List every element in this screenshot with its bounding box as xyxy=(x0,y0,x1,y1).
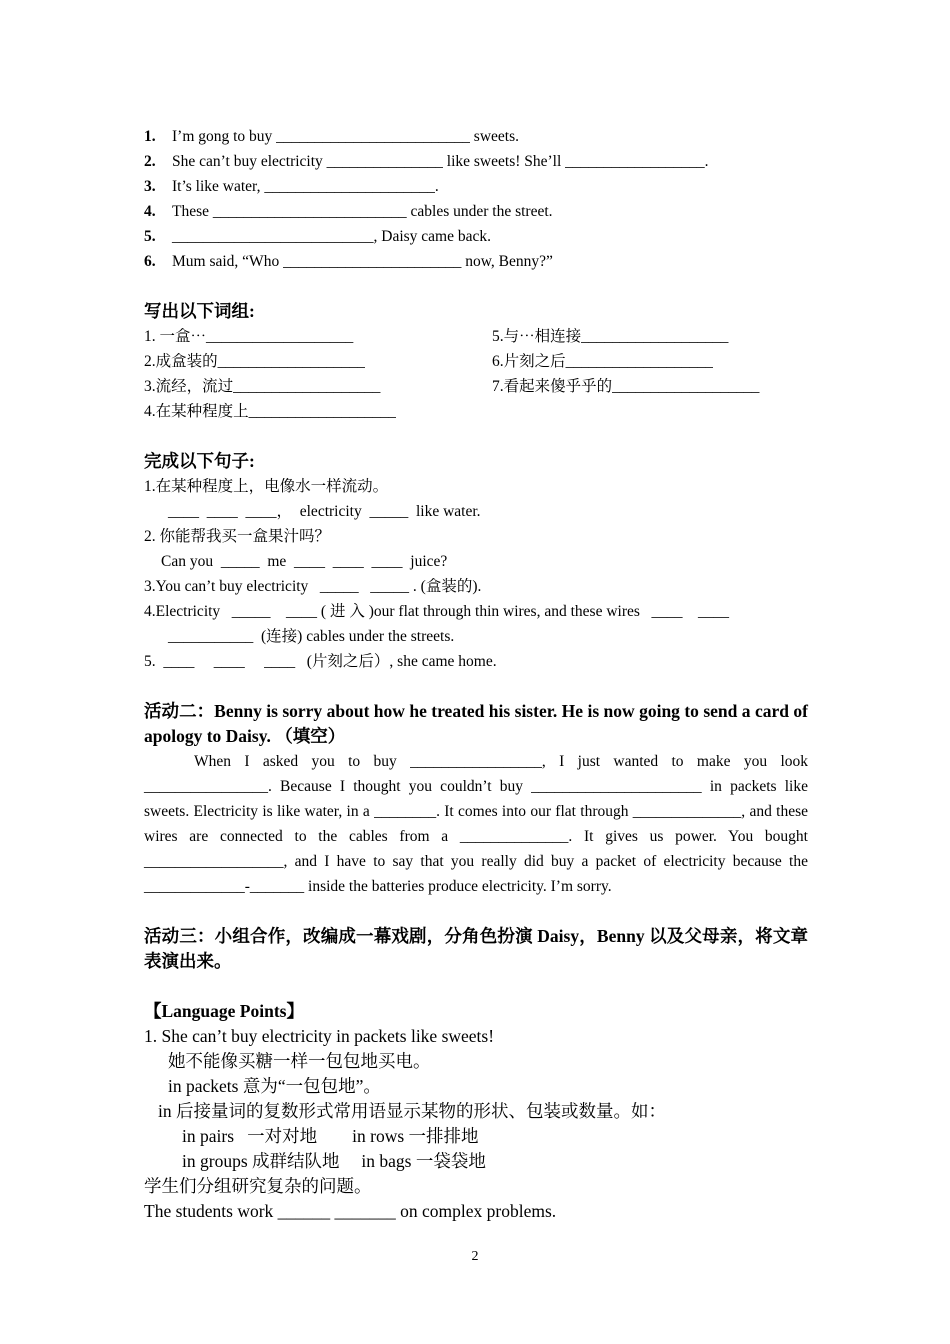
item-text: I’m gong to buy _________________________ sweets. xyxy=(172,128,520,145)
fill-in-item xyxy=(144,224,808,249)
point-explanation: in 后接量词的复数形式常用语显示某物的形状、包装或数量。如： xyxy=(158,1101,666,1121)
item-number: 4. xyxy=(144,203,156,220)
point-example: in pairs 一对对地 in rows 一排排地 xyxy=(182,1126,479,1146)
page-content xyxy=(144,124,808,1224)
item-number: 3. xyxy=(144,178,156,195)
item-number: 1. xyxy=(144,128,156,145)
phrase-row xyxy=(144,349,808,374)
phrase-row xyxy=(144,324,808,349)
fill-in-item xyxy=(144,199,808,224)
item-number: 2. xyxy=(144,153,156,170)
activity3-heading: 活动三：小组合作，改编成一幕戏剧，分角色扮演 Daisy，Benny 以及父母亲，将文章表演出来。 xyxy=(144,926,808,971)
phrase-row xyxy=(144,399,808,424)
fill-in-list xyxy=(144,124,808,274)
sentence-line: ____ ____ ____， electricity _____ like water. xyxy=(168,503,481,520)
apology-card-paragraph: When I asked you to buy _________________, I just wanted to make you look ________________. Because I thought you couldn’t buy ______________________ in packets like sweets. Electricity is like water, in a ________. It comes into our flat through ______________, and these wires are connected to the cables from a ______________. It gives us power. You bought __________________, and I have to say that you really did buy a packet of electricity because the _____________-_______ inside the batteries produce electricity. I’m sorry. xyxy=(144,753,808,895)
fill-in-item xyxy=(144,124,808,149)
phrases-grid xyxy=(144,324,808,424)
item-text: She can’t buy electricity _______________ like sweets! She’ll __________________. xyxy=(172,153,709,170)
sentence-line: 4.Electricity _____ ____ ( 进 入 )our flat through thin wires, and these wires ____ ____ xyxy=(144,603,730,620)
language-points xyxy=(144,999,808,1224)
item-text: It’s like water, ______________________. xyxy=(172,178,439,195)
sentence-line: 5. ____ ____ ____ (片刻之后）, she came home. xyxy=(144,653,497,670)
phrase-item: 3.流经，流过___________________ xyxy=(144,378,381,395)
phrase-item: 1. 一盒⋯___________________ xyxy=(144,328,354,345)
fill-in-item xyxy=(144,174,808,199)
point-meaning: in packets 意为“一包包地”。 xyxy=(168,1076,381,1096)
fill-in-item xyxy=(144,149,808,174)
phrase-item: 6.片刻之后___________________ xyxy=(492,353,713,370)
sentence-line: Can you _____ me ____ ____ ____ juice? xyxy=(161,553,448,570)
activity2-heading: 活动二：Benny is sorry about how he treated his sister. He is now going to send a card of apology to Daisy. （填空） xyxy=(144,701,808,746)
phrase-item: 7.看起来傻乎乎的___________________ xyxy=(492,378,760,395)
exercise-chinese: 学生们分组研究复杂的问题。 xyxy=(144,1176,372,1196)
sentence-line: 1.在某种程度上，电像水一样流动。 xyxy=(144,478,389,495)
item-number: 5. xyxy=(144,228,156,245)
phrase-item: 4.在某种程度上___________________ xyxy=(144,403,396,420)
phrases-heading: 写出以下词组: xyxy=(144,301,255,321)
point-sentence: 1. She can’t buy electricity in packets like sweets! xyxy=(144,1026,495,1046)
item-text: Mum said, “Who _______________________ now, Benny?” xyxy=(172,253,553,270)
point-translation: 她不能像买糖一样一包包地买电。 xyxy=(168,1051,431,1071)
sentence-line: ___________ (连接) cables under the streets. xyxy=(168,628,455,645)
page-number: 2 xyxy=(471,1249,479,1264)
point-example: in groups 成群结队地 in bags 一袋袋地 xyxy=(182,1151,486,1171)
sentence-line: 3.You can’t buy electricity _____ _____ . (盒装的). xyxy=(144,578,482,595)
item-text: __________________________, Daisy came back. xyxy=(172,228,491,245)
fill-in-item xyxy=(144,249,808,274)
sentence-line: 2. 你能帮我买一盒果汁吗？ xyxy=(144,528,331,545)
item-number: 6. xyxy=(144,253,156,270)
phrase-item: 5.与⋯相连接___________________ xyxy=(492,328,729,345)
item-text: These _________________________ cables under the street. xyxy=(172,203,553,220)
exercise-english: The students work ______ _______ on complex problems. xyxy=(144,1201,557,1221)
phrase-item: 2.成盒装的___________________ xyxy=(144,353,365,370)
sentences-block xyxy=(144,474,808,674)
phrase-row xyxy=(144,374,808,399)
language-points-heading: 【Language Points】 xyxy=(144,1001,304,1021)
sentences-heading: 完成以下句子: xyxy=(144,451,255,471)
